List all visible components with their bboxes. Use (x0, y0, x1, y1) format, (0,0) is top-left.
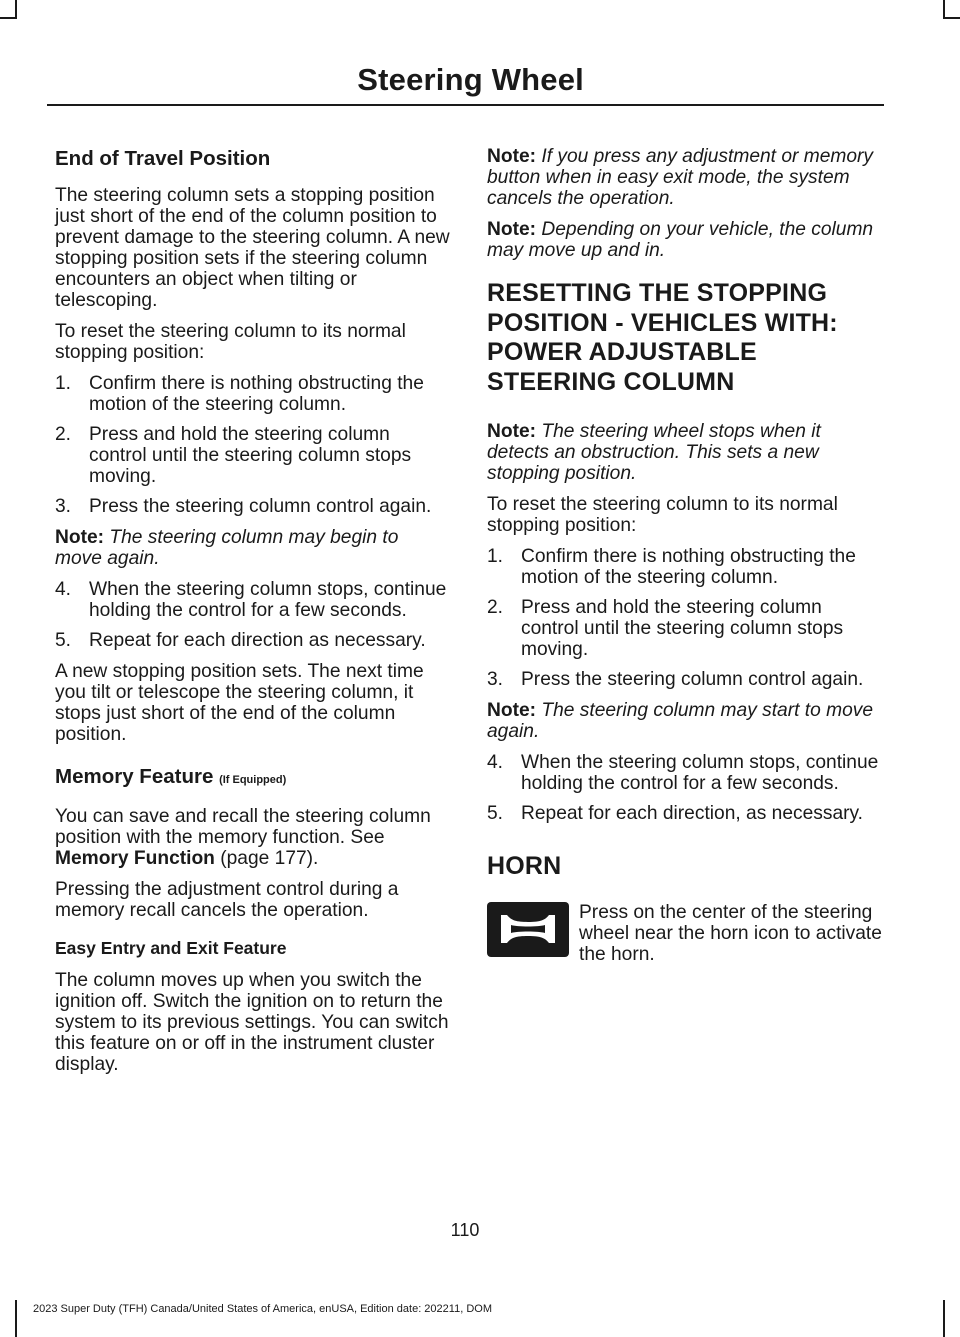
note: Note: The steering column may start to move again. (487, 700, 874, 742)
list-item: 1. Confirm there is nothing obstructing the motion of the steering column. (55, 373, 424, 415)
paragraph: To reset the steering column to its normal stopping position: (487, 494, 838, 536)
paragraph: A new stopping position sets. The next time you tilt or telescope the steering column, it stops just short of the end of the column position. (55, 661, 424, 745)
horn-icon (487, 902, 569, 957)
list-item: 4. When the steering column stops, continue holding the control for a few seconds. (55, 579, 447, 621)
steps-list (55, 373, 450, 517)
page-number: 110 (450, 1220, 480, 1240)
header-divider (47, 104, 884, 106)
left-column (55, 146, 450, 1085)
list-item: 3. Press the steering column control again. (487, 669, 864, 690)
paragraph: The steering column sets a stopping position just short of the end of the column position to prevent damage to the steering column. A new stopping position sets if the steering column encounters an object when tilting or telescoping. (55, 185, 450, 311)
paragraph: The column moves up when you switch the ignition off. Switch the ignition on to return the system to its previous settings. You can switch this feature on or off in the instrument cluster display. (55, 970, 449, 1075)
section-heading-end-of-travel: End of Travel Position (55, 147, 271, 170)
list-item: 2. Press and hold the steering column control until the steering column stops moving. (55, 424, 412, 487)
crop-mark (15, 0, 17, 18)
horn-block (487, 902, 882, 965)
right-column (487, 146, 882, 965)
list-item: 3. Press the steering column control again. (55, 496, 432, 517)
paragraph: You can save and recall the steering column position with the memory function. See Memory Function (page 177). (55, 806, 431, 869)
list-item: 2. Press and hold the steering column control until the steering column stops moving. (487, 597, 844, 660)
section-heading-memory-feature: Memory Feature (If Equipped) (55, 765, 287, 788)
horn-description: Press on the center of the steering wheel near the horn icon to activate the horn. (579, 901, 882, 965)
steps-list (487, 752, 882, 824)
subheading-easy-entry: Easy Entry and Exit Feature (55, 938, 287, 958)
paragraph: Pressing the adjustment control during a memory recall cancels the operation. (55, 879, 399, 921)
crop-mark (943, 0, 945, 18)
steps-list (55, 579, 450, 651)
crop-mark (15, 1300, 17, 1337)
note: Note: The steering column may begin to move again. (55, 527, 399, 569)
page-title: Steering Wheel (357, 62, 584, 97)
note: Note: If you press any adjustment or memory button when in easy exit mode, the system cancels the operation. (487, 146, 874, 209)
cross-reference-link[interactable]: Memory Function (55, 848, 215, 869)
section-heading-resetting: RESETTING THE STOPPING POSITION - VEHICLES WITH: POWER ADJUSTABLE STEERING COLUMN (487, 279, 838, 396)
note: Note: The steering wheel stops when it detects an obstruction. This sets a new stopping position. (487, 421, 821, 484)
list-item: 5. Repeat for each direction, as necessary. (487, 803, 864, 824)
list-item: 5. Repeat for each direction as necessary. (55, 630, 426, 651)
list-item: 1. Confirm there is nothing obstructing the motion of the steering column. (487, 546, 856, 588)
crop-mark (943, 17, 960, 19)
crop-mark (943, 1300, 945, 1337)
section-heading-horn: HORN (487, 852, 562, 880)
note: Note: Depending on your vehicle, the column may move up and in. (487, 219, 874, 261)
crop-mark (0, 17, 17, 19)
footer-edition: 2023 Super Duty (TFH) Canada/United States of America, enUSA, Edition date: 202211, DOM (33, 1303, 492, 1315)
paragraph: To reset the steering column to its normal stopping position: (55, 321, 406, 363)
list-item: 4. When the steering column stops, continue holding the control for a few seconds. (487, 752, 879, 794)
steps-list (487, 546, 882, 690)
